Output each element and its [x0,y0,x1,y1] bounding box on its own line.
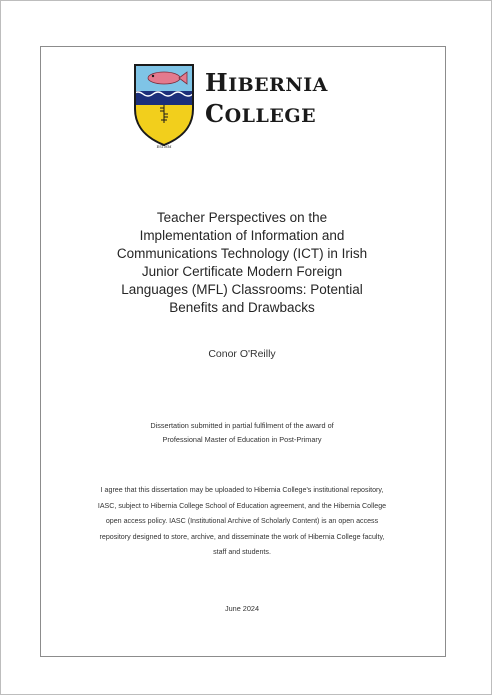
college-crest-icon [133,63,195,149]
brand-line-college: COLLEGE [205,99,317,128]
crest-established: ESTMM [156,145,172,149]
author-name: Conor O'Reilly [208,348,276,360]
hibernia-college-logo [133,63,333,149]
repository-permission-statement: I agree that this dissertation may be uploaded to Hibernia College's institutional repository, IASC, subject to Hibernia College School of Education agreement, and the Hibernia College open access policy. IASC (Institutional Archive of Scholarly Content) is an open access repository designed to store, archive, and disseminate the work of Hibernia College faculty, staff and students. [97,486,387,556]
brand-line-hibernia: HIBERNIA [205,68,328,97]
submission-statement: Dissertation submitted in partial fulfilment of the award of Professional Master of Education in Post-Primary [150,421,334,444]
dissertation-title: Teacher Perspectives on the Implementation of Information and Communications Technology (ICT) in Irish Junior Certificate Modern Foreign Languages (MFL) Classrooms: Potential Benefits and Drawbacks [116,210,368,315]
crest-fish [148,72,180,84]
submission-date: June 2024 [224,604,260,613]
brand-wordmark [205,68,328,133]
